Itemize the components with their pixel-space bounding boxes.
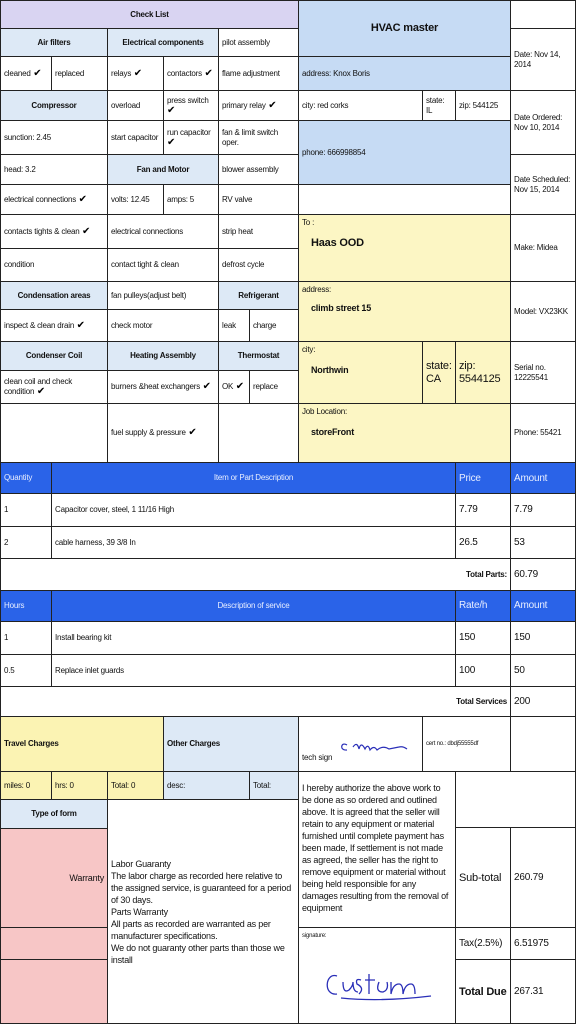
press-switch-item[interactable] xyxy=(163,90,219,121)
subtotal-value: 260.79 xyxy=(510,827,576,928)
tax-value: 6.51975 xyxy=(510,927,576,960)
customer-zip: zip: 5544125 xyxy=(455,341,511,404)
run-capacitor-item[interactable] xyxy=(163,120,219,155)
electrical-connections-item[interactable] xyxy=(0,184,108,215)
parts-warranty-body: All parts as recorded are warranted as per manufacturer specifications. xyxy=(111,919,271,941)
rv-valve-item[interactable]: RV valve xyxy=(218,184,299,215)
electrical-connections-2-item[interactable]: electrical connections xyxy=(107,214,219,249)
equipment-phone: Phone: 55421 xyxy=(510,403,576,463)
labor-guaranty-title: Labor Guaranty xyxy=(111,859,171,869)
city-label: city: xyxy=(302,345,316,354)
relays-label: relays ✔ xyxy=(111,69,142,79)
sunction-value: sunction: 2.45 xyxy=(0,120,108,155)
parts-row-desc: Capacitor cover, steel, 1 11/16 High xyxy=(51,493,456,527)
cleaned-label: cleaned ✔ xyxy=(4,69,41,79)
blank-cell xyxy=(0,403,108,463)
customer-signature-image xyxy=(321,966,441,1006)
strip-heat-item[interactable]: strip heat xyxy=(218,214,299,249)
contacts-tights-item[interactable] xyxy=(0,214,108,249)
hrs-field[interactable]: hrs: 0 xyxy=(51,771,108,800)
compressor-header: Compressor xyxy=(0,90,108,121)
type-blank xyxy=(0,959,108,1024)
customer-to xyxy=(298,214,511,282)
pilot-assembly-item[interactable]: pilot assembly xyxy=(218,28,299,57)
miles-field[interactable]: miles: 0 xyxy=(0,771,52,800)
amps-value: amps: 5 xyxy=(163,184,219,215)
blank-cell xyxy=(510,716,576,772)
services-row-desc: Install bearing kit xyxy=(51,621,456,655)
parts-header-description: Item or Part Description xyxy=(51,462,456,494)
total-due-label: Total Due xyxy=(455,959,511,1024)
parts-row-amount: 7.79 xyxy=(510,493,576,527)
parts-row-qty: 2 xyxy=(0,526,52,559)
air-filters-header: Air filters xyxy=(0,28,108,57)
total-parts-value: 60.79 xyxy=(510,558,576,591)
services-row-hours: 1 xyxy=(0,621,52,655)
parts-row-qty: 1 xyxy=(0,493,52,527)
flame-adjustment-item[interactable]: flame adjustment xyxy=(218,56,299,91)
contactors-label: contactors ✔ xyxy=(167,69,213,79)
to-label: To : xyxy=(302,218,315,227)
replaced-item[interactable]: replaced xyxy=(51,56,108,91)
thermostat-header: Thermostat xyxy=(218,341,299,371)
services-row-desc: Replace inlet guards xyxy=(51,654,456,687)
checklist-title: Check List xyxy=(0,0,299,29)
blank-cell xyxy=(455,771,576,828)
customer-name: Haas OOD xyxy=(311,237,364,249)
electrical-components-header: Electrical components xyxy=(107,28,219,57)
parts-header-amount: Amount xyxy=(510,462,576,494)
customer-city-value: Northwin xyxy=(311,365,349,375)
replace-item[interactable]: replace xyxy=(249,370,299,404)
tech-sign-box xyxy=(298,716,423,772)
burners-item[interactable] xyxy=(107,370,219,404)
travel-charges-header: Travel Charges xyxy=(0,716,164,772)
customer-city xyxy=(298,341,423,404)
services-header-rate: Rate/h xyxy=(455,590,511,622)
inspect-clean-item[interactable] xyxy=(0,309,108,342)
tax-label: Tax(2.5%) xyxy=(455,927,511,960)
head-value: head: 3.2 xyxy=(0,154,108,185)
electrical-connections-label: electrical connections ✔ xyxy=(4,195,87,205)
heating-assembly-header: Heating Assembly xyxy=(107,341,219,371)
fan-motor-header: Fan and Motor xyxy=(107,154,219,185)
warranty-type[interactable]: Warranty xyxy=(0,828,108,928)
parts-header-price: Price xyxy=(455,462,511,494)
fan-pulleys-item[interactable]: fan pulleys(adjust belt) xyxy=(107,281,219,310)
date-scheduled: Date Scheduled: Nov 15, 2014 xyxy=(510,154,576,215)
subtotal-label: Sub-total xyxy=(455,827,511,928)
refrigerant-header: Refrigerant xyxy=(218,281,299,310)
date: Date: Nov 14, 2014 xyxy=(510,28,576,91)
condenser-coil-header: Condenser Coil xyxy=(0,341,108,371)
other-desc-field[interactable]: desc: xyxy=(163,771,250,800)
customer-state: state: CA xyxy=(422,341,456,404)
clean-coil-label: clean coil and check condition ✔ xyxy=(4,377,104,397)
services-row-amount: 50 xyxy=(510,654,576,687)
parts-disclaimer: We do not guaranty other parts than those we install xyxy=(111,943,285,965)
total-due-value: 267.31 xyxy=(510,959,576,1024)
equipment-model: Model: VX23KK xyxy=(510,281,576,342)
equipment-make: Make: Midea xyxy=(510,214,576,282)
other-total-field: Total: xyxy=(249,771,299,800)
clean-coil-item[interactable] xyxy=(0,370,108,404)
cleaned-item[interactable] xyxy=(0,56,52,91)
primary-relay-item[interactable] xyxy=(218,90,299,121)
burners-label: burners &heat exchangers ✔ xyxy=(111,382,211,392)
parts-row-amount: 53 xyxy=(510,526,576,559)
parts-warranty-title: Parts Warranty xyxy=(111,907,168,917)
parts-row-price: 26.5 xyxy=(455,526,511,559)
total-services-value: 200 xyxy=(510,686,576,717)
blower-assembly-item[interactable]: blower assembly xyxy=(218,154,299,185)
parts-header-quantity: Quantity xyxy=(0,462,52,494)
company-phone: phone: 666998854 xyxy=(298,120,511,185)
services-header-description: Description of service xyxy=(51,590,456,622)
customer-address xyxy=(298,281,511,342)
customer-address-value: climb street 15 xyxy=(311,303,372,313)
run-capacitor-label: run capacitor ✔ xyxy=(167,128,215,148)
services-row-hours: 0.5 xyxy=(0,654,52,687)
fuel-supply-item[interactable] xyxy=(107,403,219,463)
cert-number: cert no.: dbdj55555df xyxy=(422,716,511,772)
ok-item[interactable] xyxy=(218,370,250,404)
contact-tight-item[interactable]: contact tight & clean xyxy=(107,248,219,282)
equipment-serial: Serial no. 12225541 xyxy=(510,341,576,404)
parts-row-price: 7.79 xyxy=(455,493,511,527)
services-row-rate: 150 xyxy=(455,621,511,655)
relays-item[interactable] xyxy=(107,56,164,91)
primary-relay-label: primary relay ✔ xyxy=(222,101,276,111)
volts-value: volts: 12.45 xyxy=(107,184,164,215)
inspect-clean-label: inspect & clean drain ✔ xyxy=(4,321,85,331)
company-city: city: red corks xyxy=(298,90,423,121)
job-location-value: storeFront xyxy=(311,427,355,437)
ok-label: OK ✔ xyxy=(222,382,244,392)
overload-item[interactable]: overload xyxy=(107,90,164,121)
tech-signature-image xyxy=(339,737,411,757)
blank-cell xyxy=(298,184,511,215)
press-switch-label: press switch ✔ xyxy=(167,96,215,116)
charge-item[interactable]: charge xyxy=(249,309,299,342)
services-header-amount: Amount xyxy=(510,590,576,622)
tech-sign-label: tech sign xyxy=(302,753,333,762)
company-address: address: Knox Boris xyxy=(298,56,511,91)
start-capacitor-item[interactable]: start capacitor xyxy=(107,120,164,155)
signature-box[interactable] xyxy=(298,927,456,1024)
date-ordered: Date Ordered: Nov 10, 2014 xyxy=(510,90,576,155)
contactors-item[interactable] xyxy=(163,56,219,91)
condition-item[interactable]: condition xyxy=(0,248,108,282)
company-name: HVAC master xyxy=(298,0,511,57)
address-label: address: xyxy=(302,285,332,294)
blank-cell xyxy=(218,403,299,463)
signature-label: signature: xyxy=(302,933,327,939)
travel-total-field: Total: 0 xyxy=(107,771,164,800)
job-location xyxy=(298,403,511,463)
other-charges-header: Other Charges xyxy=(163,716,299,772)
check-motor-item[interactable]: check motor xyxy=(107,309,219,342)
job-label: Job Location: xyxy=(302,407,347,416)
condensation-areas-header: Condensation areas xyxy=(0,281,108,310)
authorization-text: I hereby authorize the above work to be done as so ordered and outlined above. It is agreed that the seller will retain to any equipment or material furnished until complete payment has been made, If settlement is not made as agreed, the seller has the right to remove equipment or material without being held responsible for any damages resulting from the removal of equipment xyxy=(298,771,456,928)
leak-item[interactable]: leak xyxy=(218,309,250,342)
fuel-supply-label: fuel supply & pressure ✔ xyxy=(111,428,197,438)
total-services-label: Total Services xyxy=(0,686,511,717)
parts-row-desc: cable harness, 39 3/8 In xyxy=(51,526,456,559)
blank-cell xyxy=(510,0,576,29)
labor-guaranty-body: The labor charge as recorded here relative to the assigned service, is guaranteed for a period of 30 days. xyxy=(111,871,292,905)
type-of-form-header: Type of form xyxy=(0,799,108,829)
company-state: state: IL xyxy=(422,90,456,121)
guaranty-text xyxy=(107,799,299,1024)
company-zip: zip: 544125 xyxy=(455,90,511,121)
type-blank xyxy=(0,927,108,960)
defrost-cycle-item[interactable]: defrost cycle xyxy=(218,248,299,282)
services-row-rate: 100 xyxy=(455,654,511,687)
services-header-hours: Hours xyxy=(0,590,52,622)
total-parts-label: Total Parts: xyxy=(0,558,511,591)
contacts-tights-label: contacts tights & clean ✔ xyxy=(4,227,90,237)
fan-limit-item[interactable]: fan & limit switch oper. xyxy=(218,120,299,155)
services-row-amount: 150 xyxy=(510,621,576,655)
